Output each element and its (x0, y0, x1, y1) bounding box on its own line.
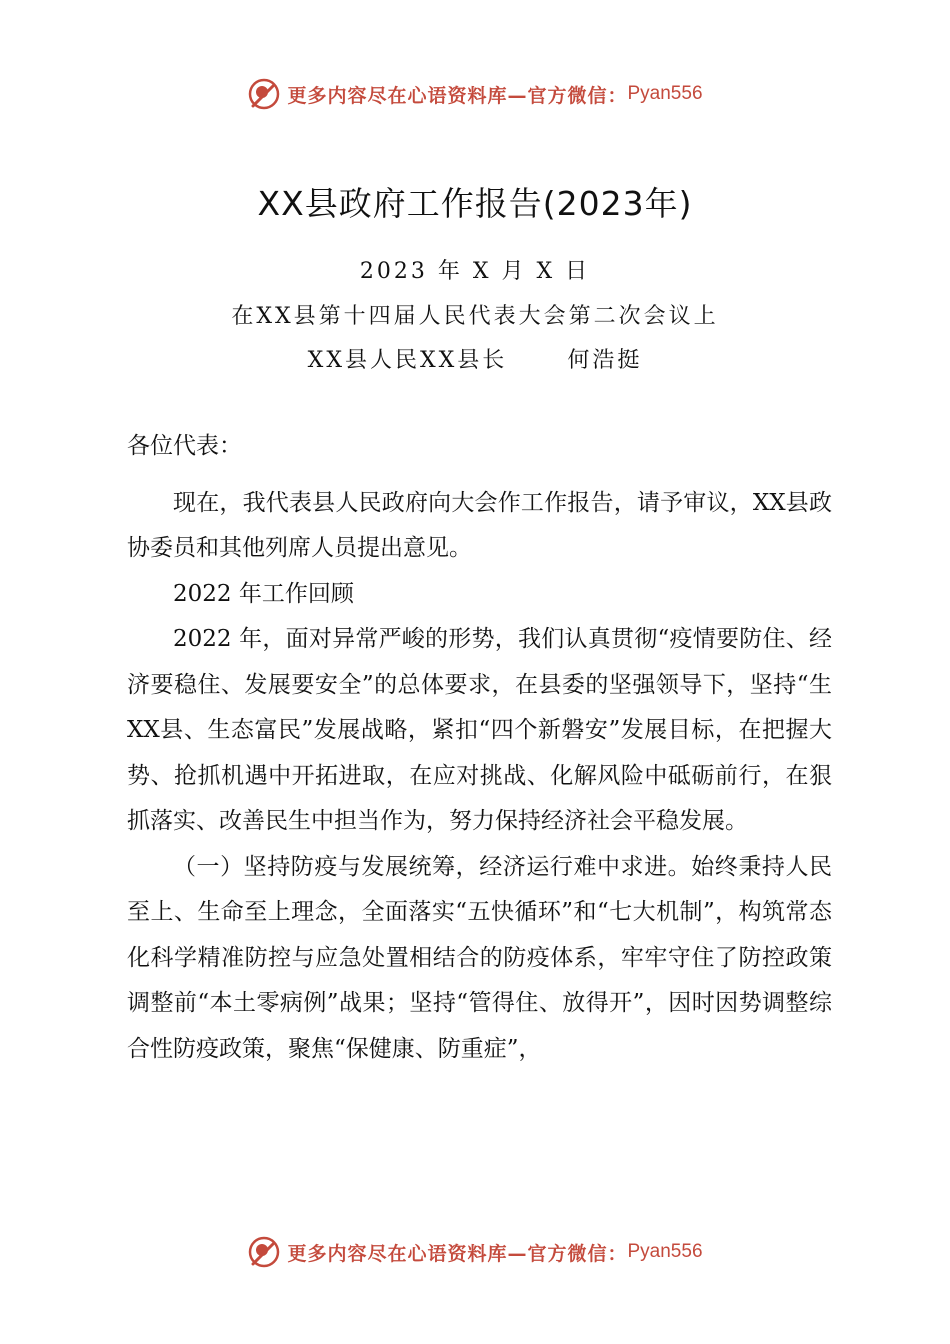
watermark-footer (0, 1232, 950, 1272)
paragraph: 2022 年，面对异常严峻的形势，我们认真贯彻“疫情要防住、经济要稳住、发展要安全”的总体要求，在县委的坚强领导下，坚持“生XX县、生态富民”发展战略，紧扣“四个新磐安”发展目标，在把握大势、抢抓机遇中开拓进取，在应对挑战、化解风险中砥砺前行，在狠抓落实、改善民生中担当作为，努力保持经济社会平稳发展。 (127, 626, 832, 834)
watermark-wechat-id: Pyan556 (627, 1241, 703, 1262)
paragraph: 现在，我代表县人民政府向大会作工作报告，请予审议，XX县政协委员和其他列席人员提出意见。 (127, 489, 832, 561)
paragraph: （一）坚持防疫与发展统筹，经济运行难中求进。始终秉持人民至上、生命至上理念，全面落实“五快循环”和“七大机制”，构筑常态化科学精准防控与应急处置相结合的防疫体系，牢牢守住了防控政策调整前“本土零病例”战果；坚持“管得住、放得开”，因时因势调整综合性防疫政策，聚焦“保健康、防重症”， (127, 853, 832, 1062)
speaker-line (0, 343, 950, 374)
section-heading: 2022 年工作回顾 (173, 580, 354, 607)
watermark-logo-icon (247, 77, 281, 111)
speaker-role: XX县人民XX县长 (307, 348, 508, 373)
greeting: 各位代表： (127, 433, 242, 459)
document-title: XX县政府工作报告(2023年) (257, 184, 693, 223)
watermark-text: 更多内容尽在心语资料库—官方微信： (287, 84, 628, 107)
watermark-logo-icon (247, 1235, 281, 1269)
document-date: 2023 年 X 月 X 日 (359, 259, 591, 284)
meeting-line: 在XX县第十四届人民代表大会第二次会议上 (231, 304, 719, 329)
watermark-wechat-id: Pyan556 (627, 83, 703, 104)
document-body (127, 424, 832, 1072)
watermark-header (0, 74, 950, 114)
watermark-text: 更多内容尽在心语资料库—官方微信： (287, 1242, 628, 1265)
speaker-name: 何浩挺 (567, 348, 643, 373)
